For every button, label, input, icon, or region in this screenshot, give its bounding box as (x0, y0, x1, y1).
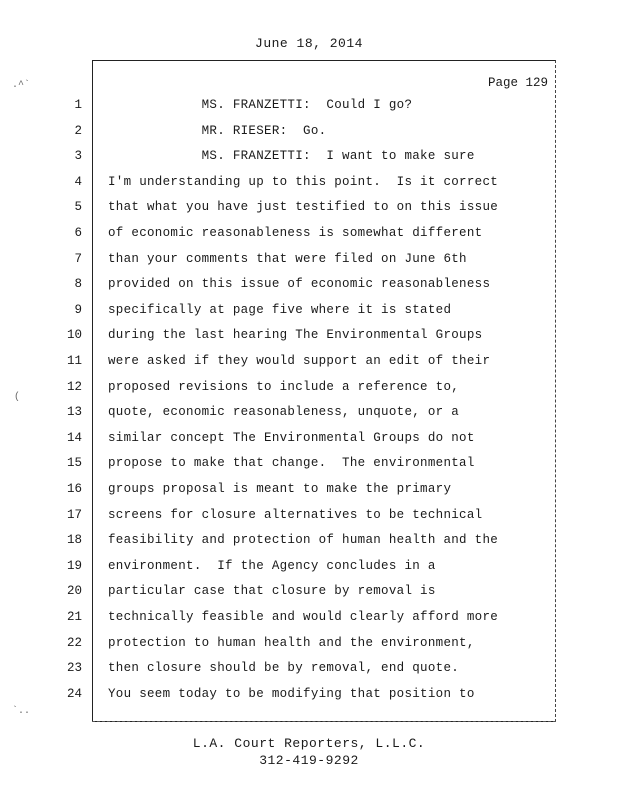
transcript-line: MS. FRANZETTI: Could I go? (108, 98, 413, 112)
line-number: 23 (66, 661, 82, 676)
transcript-line: screens for closure alternatives to be technical (108, 507, 483, 522)
transcript-line: during the last hearing The Environmental Groups (108, 328, 483, 343)
transcript-line: MR. RIESER: Go. (108, 123, 327, 138)
transcript-line: You seem today to be modifying that position to (108, 686, 475, 701)
line-number: 11 (66, 354, 82, 368)
scan-mark: `.. (12, 706, 31, 717)
transcript-line: specifically at page five where it is stated (108, 302, 452, 317)
scan-mark: ( (14, 392, 21, 403)
line-number: 3 (74, 149, 82, 164)
line-number: 1 (74, 98, 82, 112)
transcript-line: proposed revisions to include a reference to, (108, 379, 460, 394)
line-number: 7 (74, 251, 82, 266)
transcript-line: environment. If the Agency concludes in a (108, 558, 436, 573)
line-number: 2 (74, 123, 82, 138)
transcript-line: provided on this issue of economic reasonableness (108, 277, 491, 292)
line-number: 24 (66, 686, 82, 701)
transcript-line: feasibility and protection of human health and the (108, 533, 499, 548)
transcript-line: propose to make that change. The environmental (108, 456, 475, 471)
transcript-line: protection to human health and the environment, (108, 635, 475, 650)
footer-company: L.A. Court Reporters, L.L.C. (192, 736, 426, 751)
scan-mark: .^` (12, 80, 31, 91)
line-number: 16 (66, 482, 82, 496)
line-number: 17 (66, 507, 82, 522)
transcript-line: particular case that closure by removal is (108, 584, 436, 599)
transcript-line: technically feasible and would clearly afford more (108, 610, 499, 624)
line-number: 21 (66, 610, 82, 624)
line-number: 12 (66, 379, 82, 394)
line-number: 22 (66, 635, 82, 650)
line-number: 19 (66, 558, 82, 573)
transcript-line: that what you have just testified to on this issue (108, 200, 499, 215)
line-number: 4 (74, 174, 82, 189)
page-number-label: Page 129 (487, 76, 548, 90)
transcript-line: of economic reasonableness is somewhat different (108, 226, 483, 240)
line-number: 9 (74, 302, 82, 317)
frame-bottom-rule (92, 721, 556, 722)
footer-phone: 312-419-9292 (259, 753, 359, 768)
transcript-line: groups proposal is meant to make the primary (108, 482, 452, 496)
transcript-line: than your comments that were filed on June 6th (108, 251, 467, 266)
transcript-line: I'm understanding up to this point. Is it correct (108, 174, 499, 189)
transcript-line: similar concept The Environmental Groups do not (108, 430, 475, 445)
line-number: 20 (66, 584, 82, 599)
line-number: 15 (66, 456, 82, 471)
line-number: 6 (74, 226, 82, 240)
line-number: 10 (66, 328, 82, 343)
line-number: 18 (66, 533, 82, 548)
transcript-line: then closure should be by removal, end quote. (108, 661, 460, 676)
line-number: 14 (66, 430, 82, 445)
line-number: 13 (66, 405, 82, 420)
line-number: 5 (74, 200, 82, 215)
transcript-line: were asked if they would support an edit of their (108, 354, 491, 368)
transcript-date: June 18, 2014 (255, 36, 363, 51)
line-number: 8 (74, 277, 82, 292)
transcript-line: quote, economic reasonableness, unquote, or a (108, 405, 460, 420)
transcript-line: MS. FRANZETTI: I want to make sure (108, 149, 475, 164)
